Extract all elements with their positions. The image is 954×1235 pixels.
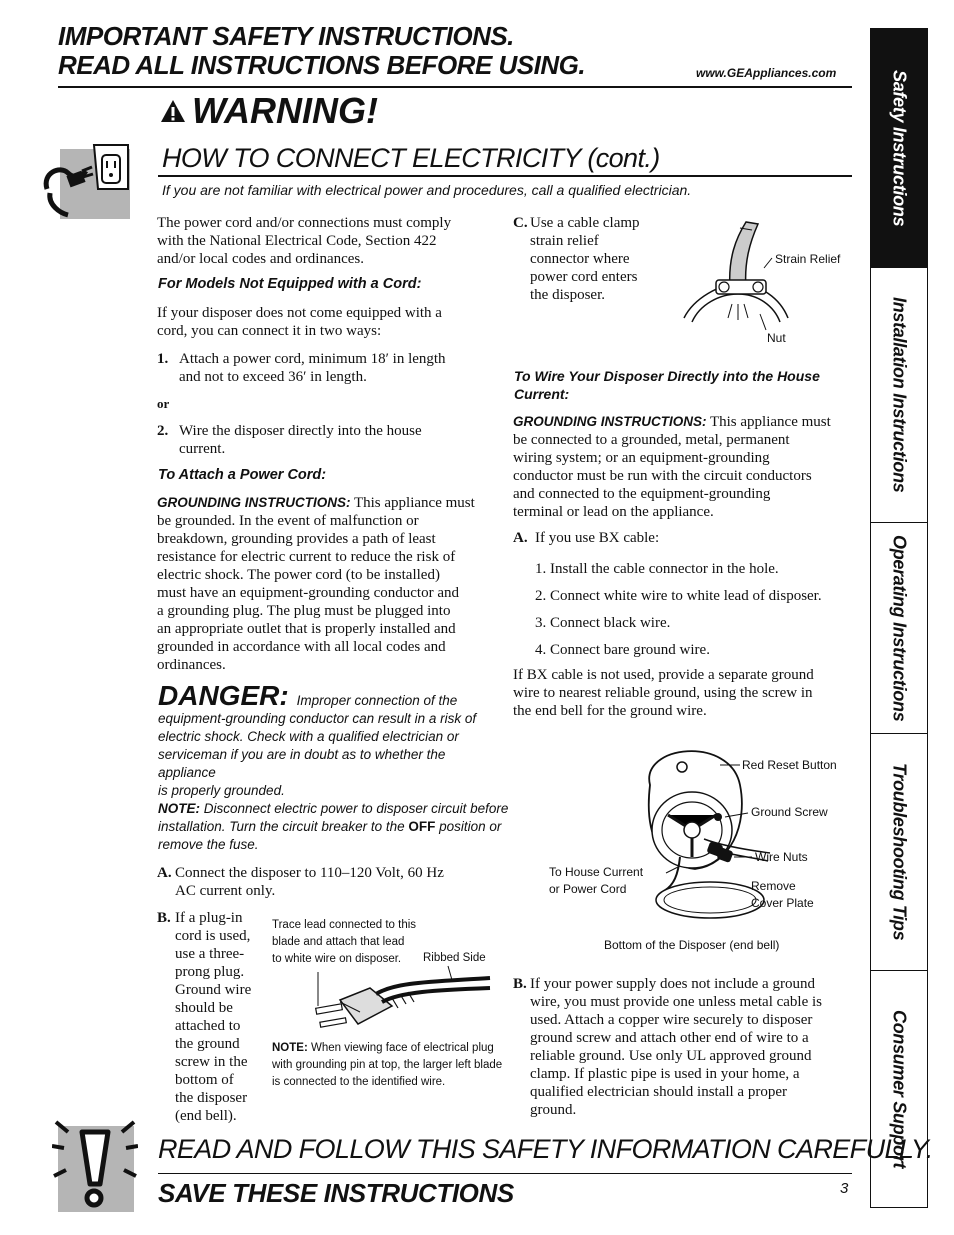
reset-button-label: Red Reset Button: [742, 758, 837, 772]
tab-operating-instructions[interactable]: Operating Instructions: [871, 523, 927, 734]
step-b-right: B. If your power supply does not include a ground wire, you must provide one unless metal cable is used. Attach a copper wire securely to disposer ground screw and attach other end of wire to a reliable ground. Use only UL approved ground clamp. If plastic pipe is used in your home, a qualified electrician should install a proper ground.: [513, 976, 823, 1118]
plug-illustration: [300, 962, 500, 1047]
danger-label: DANGER:: [158, 680, 289, 711]
house-current-label: To House Current or Power Cord: [549, 865, 644, 896]
grounding-paragraph-left: GROUNDING INSTRUCTIONS: This appliance must be grounded. In the event of malfunction or breakdown, grounding provides a path of least resistance for electric current to reduce the risk of electric shock. The power cord (to be installed) must have an equipment-grounding conductor and a grounding plug. The plug must be plugged into an appropriate outlet that is properly installed and grounded in accordance with all local codes and ordinances.: [157, 495, 475, 673]
bx-steps: 1. Install the cable connector in the hole. 2. Connect white wire to white lead of disposer. 3. Connect black wire. 4. Connect bare ground wire.: [535, 561, 822, 658]
ground-screw-label: Ground Screw: [751, 805, 828, 819]
website-url[interactable]: www.GEAppliances.com: [696, 66, 837, 80]
wire-nuts-label: Wire Nuts: [755, 850, 808, 864]
tab-safety-instructions[interactable]: Safety Instructions: [871, 29, 927, 268]
footer-save: SAVE THESE INSTRUCTIONS: [158, 1178, 514, 1208]
footer-rule: [158, 1173, 852, 1174]
footer-read-follow: READ AND FOLLOW THIS SAFETY INFORMATION CAREFULLY.: [158, 1134, 933, 1164]
tab-consumer-support[interactable]: Consumer Support: [889, 1009, 910, 1169]
tab-installation-instructions[interactable]: Installation Instructions: [871, 268, 927, 523]
cover-plate-label: Remove Cover Plate: [751, 879, 814, 910]
models-heading: For Models Not Equipped with a Cord:: [158, 276, 422, 292]
models-paragraph: If your disposer does not come equipped with a cord, you can connect it in two ways:: [157, 305, 442, 339]
bx-paragraph: If BX cable is not used, provide a separate ground wire to nearest reliable ground, using the screw in the end bell for the ground wire.: [513, 667, 814, 719]
grounding-paragraph-right: GROUNDING INSTRUCTIONS: This appliance must be connected to a grounded, metal, permanent wiring system; or an equipment-grounding conductor must be run with the circuit conductors and connected to the equipment-grounding terminal or lead on the appliance.: [513, 414, 831, 520]
direct-wire-heading: To Wire Your Disposer Directly into the House Current:: [514, 368, 820, 402]
step-b-left: B. If a plug-in cord is used, use a three- prong plug. Ground wire should be attached to the ground screw in the bottom of the disposer (end bell).: [157, 910, 252, 1124]
end-bell-caption: Bottom of the Disposer (end bell): [604, 938, 780, 952]
header-rule: [58, 86, 852, 88]
step-a-right: A. If you use BX cable:: [513, 530, 660, 546]
header-line-1: IMPORTANT SAFETY INSTRUCTIONS.: [58, 21, 514, 51]
plug-note: NOTE: When viewing face of electrical plug with grounding pin at top, the larger left blade is connected to the identified wire.: [272, 1042, 503, 1088]
list-item-2: 2. Wire the disposer directly into the house current.: [157, 423, 422, 457]
list-item-1: 1. Attach a power cord, minimum 18′ in length and not to exceed 36′ in length.: [157, 351, 446, 385]
caution-icon: [52, 1118, 138, 1219]
electricity-icon: [42, 143, 132, 221]
header-title: [58, 22, 585, 80]
ribbed-side-label: Ribbed Side: [423, 952, 486, 964]
section-subtitle: If you are not familiar with electrical power and procedures, call a qualified electrician.: [162, 182, 692, 198]
plug-caption: Trace lead connected to this blade and attach that lead to white wire on disposer.: [272, 919, 417, 965]
danger-block: DANGER: Improper connection of the equipment-grounding conductor can result in a risk of electric shock. Check with a qualified electrician or serviceman if you are in doubt as to whether the appliance is properly grounded.: [158, 680, 477, 798]
step-c: C. Use a cable clamp strain relief connector where power cord enters the disposer.: [513, 215, 640, 303]
note-paragraph: NOTE: Disconnect electric power to disposer circuit before installation. Turn the circuit breaker to the OFF position or remove the fuse.: [158, 801, 509, 852]
page-number: 3: [840, 1180, 849, 1197]
or-text: or: [157, 396, 170, 411]
section-rule: [158, 175, 852, 177]
warning-heading: [160, 90, 378, 132]
attach-heading: To Attach a Power Cord:: [158, 467, 327, 483]
warning-text: WARNING!: [192, 90, 378, 131]
intro-paragraph: The power cord and/or connections must comply with the National Electrical Code, Section 422 and/or local codes and ordinances.: [157, 215, 452, 267]
section-title: HOW TO CONNECT ELECTRICITY (cont.): [162, 143, 660, 173]
header-line-2: READ ALL INSTRUCTIONS BEFORE USING.: [58, 50, 586, 80]
strain-relief-label: Strain Relief: [775, 252, 841, 266]
side-tabs: [870, 28, 928, 1208]
nut-label: Nut: [767, 331, 786, 345]
warning-triangle-icon: [160, 99, 186, 123]
tab-troubleshooting-tips[interactable]: Troubleshooting Tips: [871, 734, 927, 971]
step-a-left: A. Connect the disposer to 110–120 Volt, 60 Hz AC current only.: [157, 865, 444, 899]
strain-relief-illustration: [680, 218, 790, 343]
